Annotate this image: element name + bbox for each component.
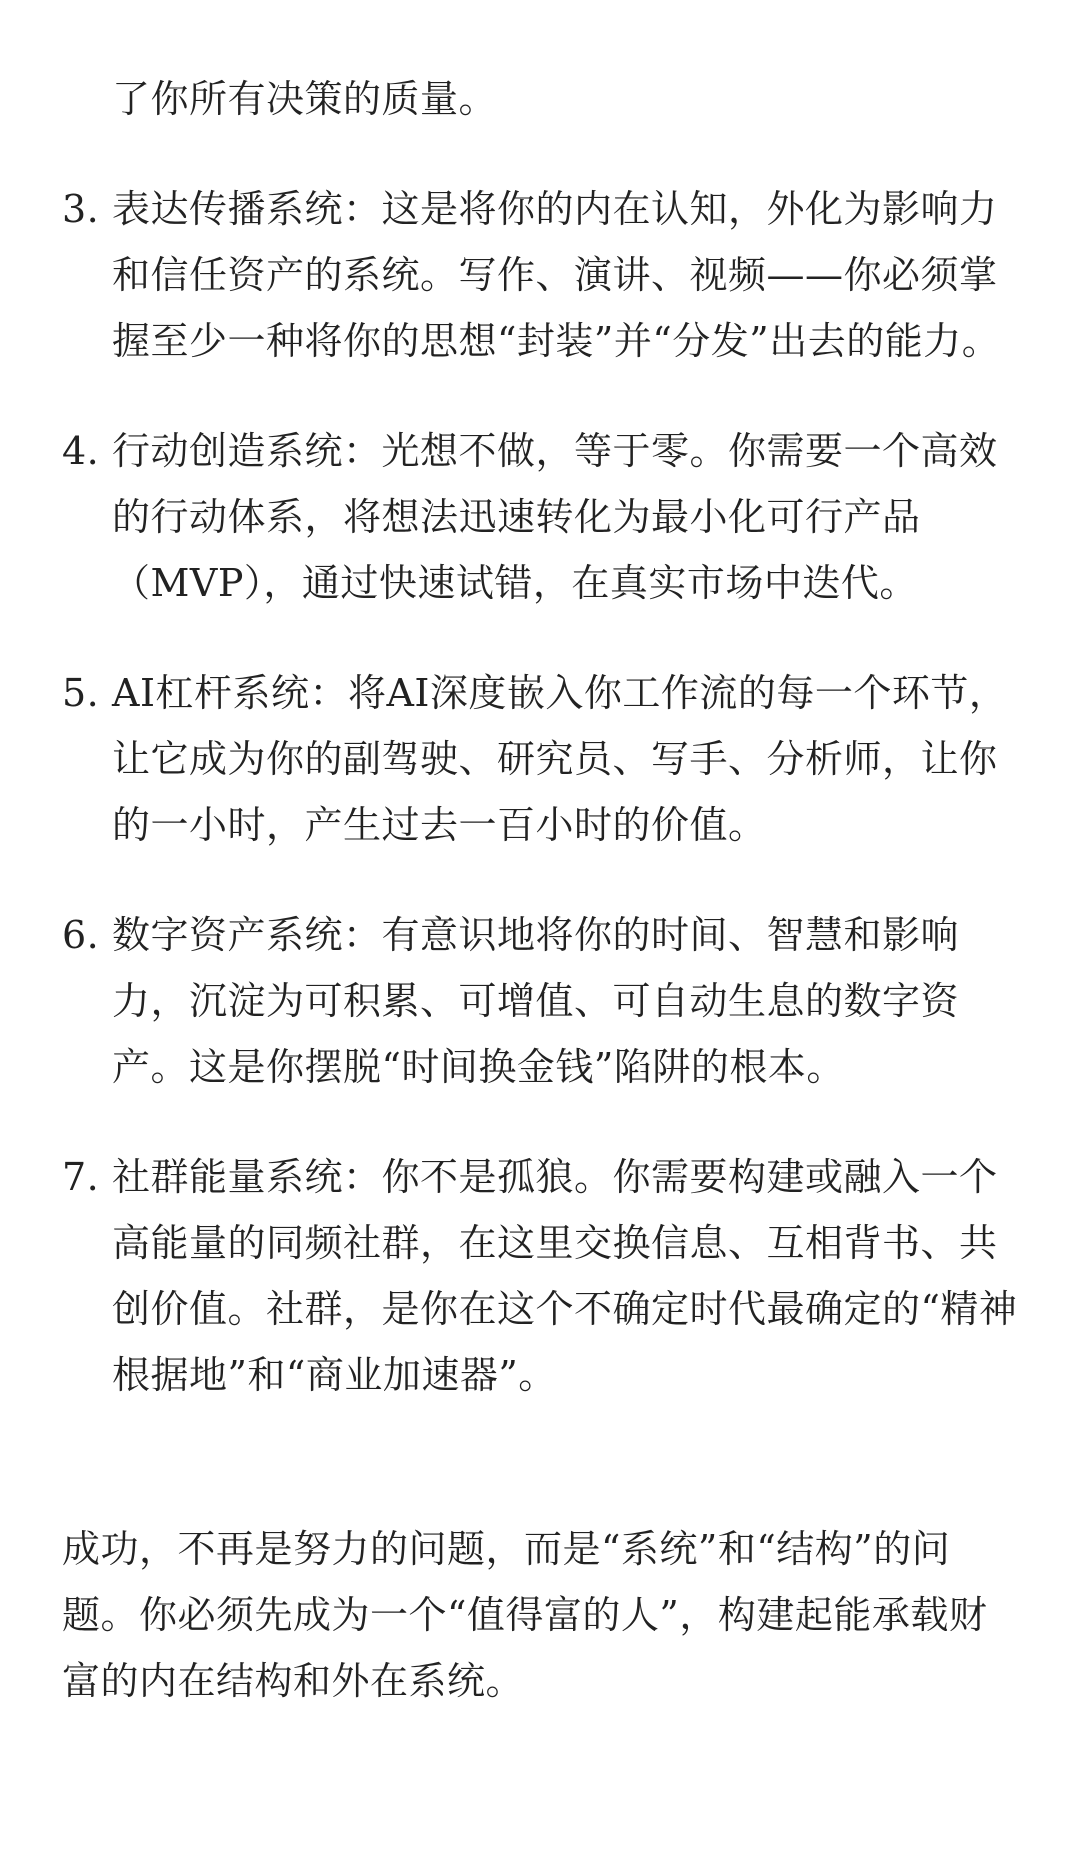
list-item-7 [62, 1144, 1018, 1408]
list-item-text: AI杠杆系统：将AI深度嵌入你工作流的每一个环节，让它成为你的副驾驶、研究员、写手、分析师，让你的一小时，产生过去一百小时的价值。 [112, 671, 1008, 847]
list-item-text: 行动创造系统：光想不做，等于零。你需要一个高效的行动体系，将想法迅速转化为最小化可行产品（MVP），通过快速试错，在真实市场中迭代。 [112, 429, 998, 605]
list-item-number: 7. [62, 1155, 100, 1199]
list-item-4 [62, 418, 1018, 616]
list-item-3 [62, 176, 1018, 374]
list-item-text: 数字资产系统：有意识地将你的时间、智慧和影响力，沉淀为可积累、可增值、可自动生息的数字资产。这是你摆脱“时间换金钱”陷阱的根本。 [112, 913, 960, 1089]
list-item-number: 6. [62, 913, 100, 957]
conclusion-paragraph: 成功，不再是努力的问题，而是“系统”和“结构”的问题。你必须先成为一个“值得富的人”，构建起能承载财富的内在结构和外在系统。 [62, 1527, 988, 1703]
list-item-number: 5. [62, 671, 100, 715]
list-item-number: 4. [62, 429, 100, 473]
list-item-text: 表达传播系统：这是将你的内在认知，外化为影响力和信任资产的系统。写作、演讲、视频——你必须掌握至少一种将你的思想“封装”并“分发”出去的能力。 [112, 187, 1001, 363]
list-item-5 [62, 660, 1018, 858]
list-item-number: 3. [62, 187, 100, 231]
list-item-text: 社群能量系统：你不是孤狼。你需要构建或融入一个高能量的同频社群，在这里交换信息、互相背书、共创价值。社群，是你在这个不确定时代最确定的“精神根据地”和“商业加速器”。 [112, 1155, 1018, 1397]
systems-list [62, 176, 1018, 1408]
article [0, 66, 1080, 1866]
list-item-6 [62, 902, 1018, 1100]
lead-paragraph-continued: 了你所有决策的质量。 [112, 77, 498, 121]
